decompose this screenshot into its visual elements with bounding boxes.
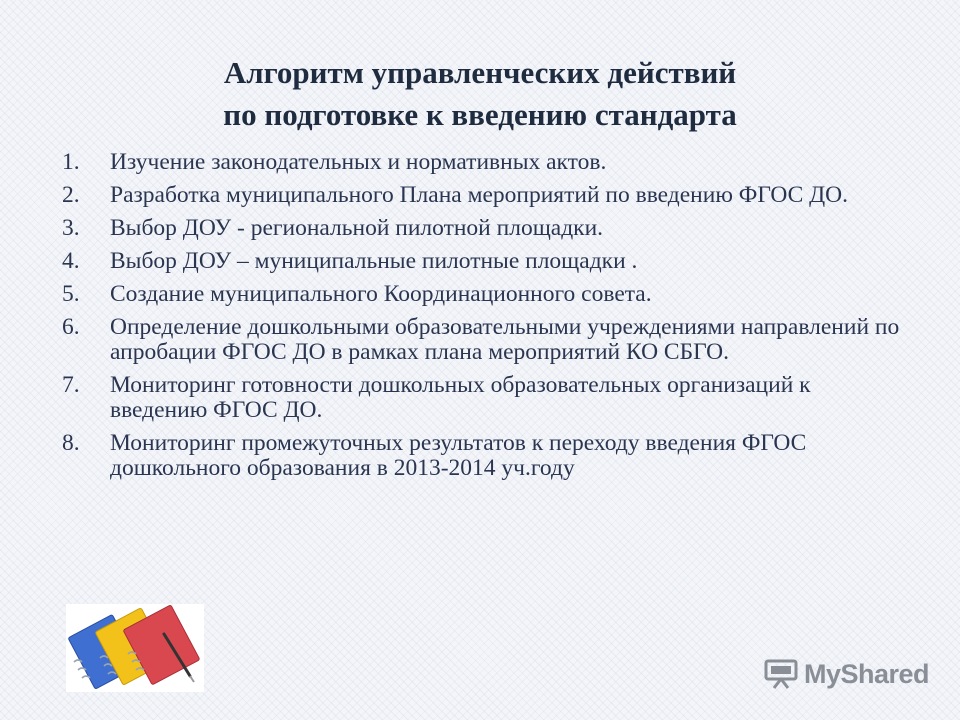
item-number: 1. <box>62 149 80 175</box>
item-number: 2. <box>62 182 80 208</box>
list-item <box>62 183 912 208</box>
watermark-text: MyShared <box>804 658 930 689</box>
title-line-1: Алгоритм управленческих действий <box>223 55 737 90</box>
list-item <box>62 373 912 423</box>
item-number: 8. <box>62 430 80 456</box>
item-number: 4. <box>62 248 80 274</box>
item-text: Выбор ДОУ – муниципальные пилотные площадки . <box>110 248 638 274</box>
item-number: 3. <box>62 215 80 241</box>
title-line-2: по подготовке к введению стандарта <box>223 97 737 132</box>
list-item <box>62 216 912 241</box>
slide-title <box>100 52 860 136</box>
list-item <box>62 150 912 175</box>
item-number: 6. <box>62 314 80 340</box>
item-text: Мониторинг промежуточных результатов к переходу введения ФГОС дошкольного образования в 2013-2014 уч.году <box>110 430 807 481</box>
item-text: Выбор ДОУ - региональной пилотной площадки. <box>110 215 604 241</box>
item-text: Определение дошкольными образовательными учреждениями направлений по апробации ФГОС ДО в рамках плана мероприятий КО СБГО. <box>110 314 900 365</box>
item-text: Изучение законодательных и нормативных актов. <box>110 149 607 175</box>
item-number: 7. <box>62 372 80 398</box>
presentation-board-icon <box>764 659 798 689</box>
list-item <box>62 282 912 307</box>
list-item <box>62 431 912 481</box>
item-text: Создание муниципального Координационного совета. <box>110 281 652 307</box>
list-item <box>62 315 912 365</box>
myshared-watermark <box>764 655 929 693</box>
item-text: Разработка муниципального Плана мероприятий по введению ФГОС ДО. <box>110 182 849 208</box>
action-list <box>62 150 912 489</box>
list-item <box>62 249 912 274</box>
item-text: Мониторинг готовности дошкольных образовательных организаций к введению ФГОС ДО. <box>110 372 811 423</box>
notebooks-illustration <box>66 604 204 692</box>
item-number: 5. <box>62 281 80 307</box>
